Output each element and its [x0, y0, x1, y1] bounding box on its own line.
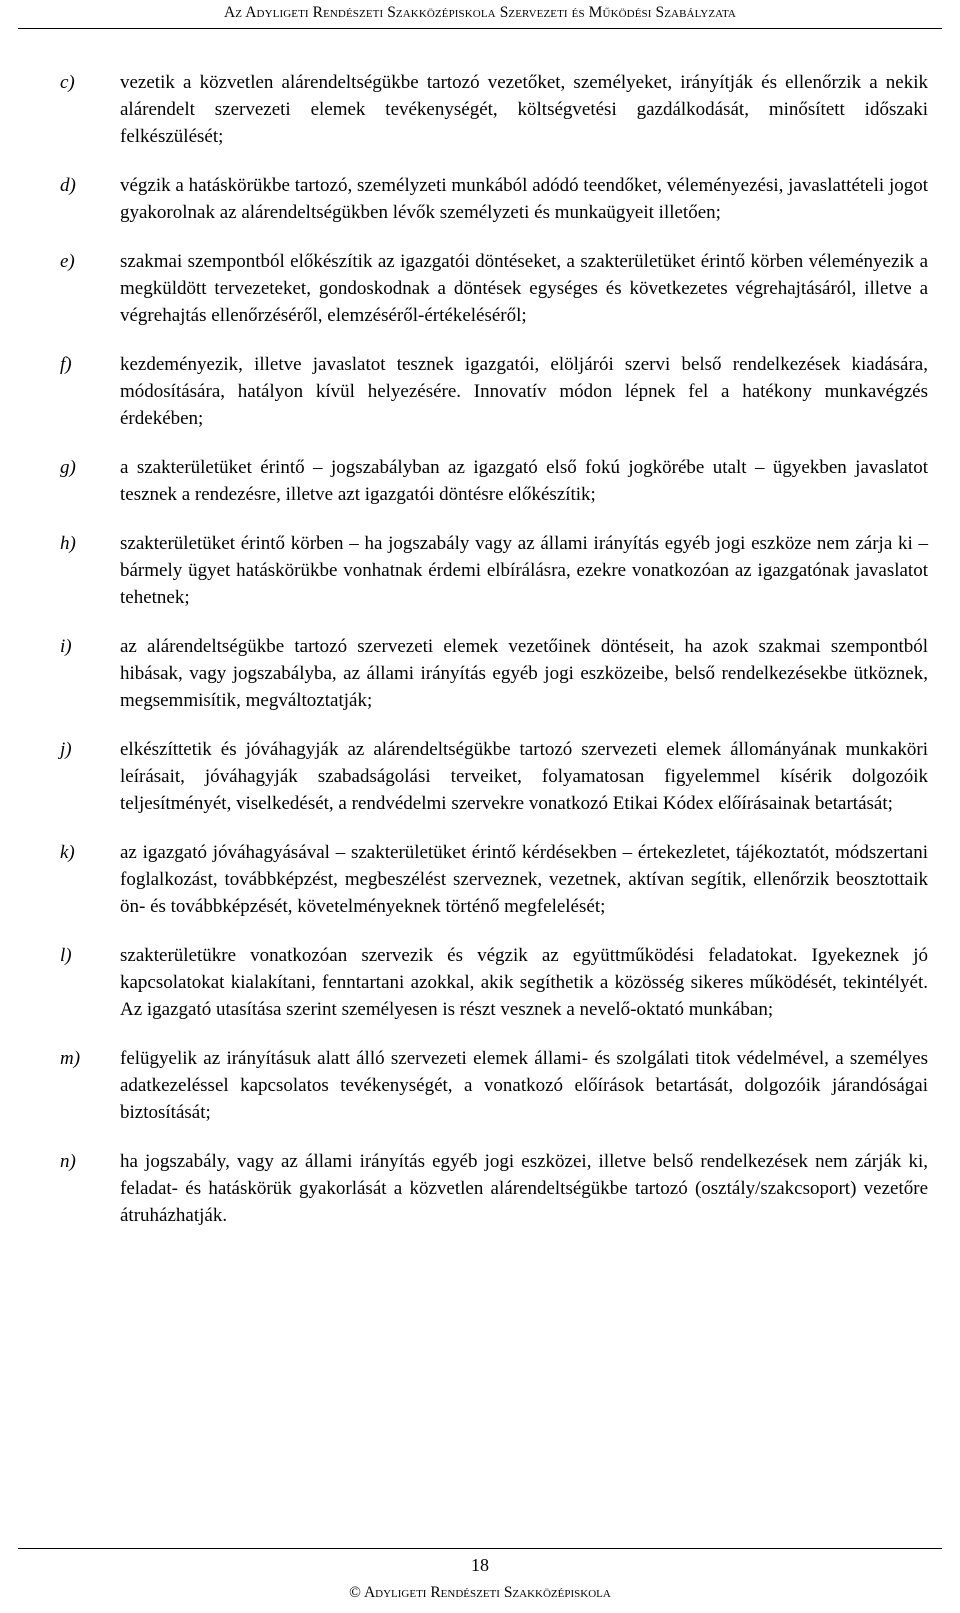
list-marker: l) — [60, 945, 72, 966]
list-item-text: az alárendeltségükbe tartozó szervezeti elemek vezetőinek döntéseit, ha azok szakmai szempontból hibásak, vagy jogszabályba, az állami irányítás egyéb jogi eszközeibe, belső rendelkezésekbe ütköznek, megsemmisítik, megváltoztatják; — [120, 636, 928, 711]
list-item-text: kezdeményezik, illetve javaslatot tesznek igazgatói, elöljárói szervi belső rendelkezések kiadására, módosítására, hatályon kívül helyezésére. Innovatív módon lépnek fel a hatékony munkavégzés érdekében; — [120, 354, 928, 429]
page-header: Az Adyligeti Rendészeti Szakközépiskola Szervezeti és Működési Szabályzata — [224, 4, 736, 21]
list-item-text: szakterületükre vonatkozóan szervezik és végzik az együttműködési feladatokat. Igyekeznek jó kapcsolatokat kialakítani, fenntartani azokkal, akik segíthetik a közösség sikeres működését, tekintélyét. Az igazgató utasítása szerint személyesen is részt vesznek a nevelő-oktató munkában; — [120, 945, 928, 1020]
list-item — [0, 942, 960, 1023]
page-footer: © Adyligeti Rendészeti Szakközépiskola — [349, 1584, 611, 1601]
list-item — [0, 839, 960, 920]
header-divider — [18, 28, 942, 29]
list-item-text: az igazgató jóváhagyásával – szakterületüket érintő kérdésekben – értekezletet, tájékoztatót, módszertani foglalkozást, továbbképzést, megbeszélést szerveznek, vezetnek, aktívan segítik, ellenőrzik beosztottaik ön- és továbbképzését, követelményeknek történő megfelelését; — [120, 842, 928, 917]
list-item-text: vezetik a közvetlen alárendeltségükbe tartozó vezetőket, személyeket, irányítják és ellenőrzik a nekik alárendelt szervezeti elemek tevékenységét, költségvetési gazdálkodását, minősített időszaki felkészülését; — [120, 72, 928, 147]
list-item — [0, 351, 960, 432]
list-marker: h) — [60, 533, 76, 554]
list-marker: m) — [60, 1048, 81, 1069]
list-item — [0, 454, 960, 508]
list-marker: f) — [60, 354, 72, 375]
list-item — [0, 633, 960, 714]
list-item — [0, 69, 960, 150]
list-marker: c) — [60, 72, 75, 93]
list-marker: g) — [60, 457, 76, 478]
list-item — [0, 172, 960, 226]
list-item-text: szakmai szempontból előkészítik az igazgatói döntéseket, a szakterületüket érintő körben véleményezik a megküldött tervezeteket, gondoskodnak a döntések egységes és következetes végrehajtásáról, illetve a végrehajtás ellenőrzéséről, elemzéséről-értékeléséről; — [120, 251, 928, 326]
responsibility-list — [0, 69, 960, 1251]
list-item-text: elkészíttetik és jóváhagyják az alárendeltségükbe tartozó szervezeti elemek állományának munkaköri leírásait, jóváhagyják szabadságolási terveiket, folyamatosan figyelemmel kísérik dolgozóik teljesítményét, viselkedését, a rendvédelmi szervekre vonatkozó Etikai Kódex előírásainak betartását; — [120, 739, 928, 814]
list-item-text: végzik a hatáskörükbe tartozó, személyzeti munkából adódó teendőket, véleményezési, javaslattételi jogot gyakorolnak az alárendeltségükben lévők személyzeti és munkaügyeit illetően; — [120, 175, 928, 223]
list-item — [0, 1148, 960, 1229]
footer-divider — [18, 1548, 942, 1549]
page-number: 18 — [471, 1555, 489, 1575]
list-item — [0, 248, 960, 329]
list-item — [0, 1045, 960, 1126]
list-marker: d) — [60, 175, 76, 196]
list-item-text: felügyelik az irányításuk alatt álló szervezeti elemek állami- és szolgálati titok védelmével, a személyes adatkezeléssel kapcsolatos tevékenységét, a vonatkozó előírások betartását, dolgozóik járandóságai biztosítását; — [120, 1048, 928, 1123]
list-marker: n) — [60, 1151, 76, 1172]
list-item — [0, 736, 960, 817]
list-marker: j) — [60, 739, 72, 760]
list-marker: e) — [60, 251, 75, 272]
list-item — [0, 530, 960, 611]
list-item-text: szakterületüket érintő körben – ha jogszabály vagy az állami irányítás egyéb jogi eszköze nem zárja ki – bármely ügyet hatáskörükbe vonhatnak érdemi elbírálásra, ezekre vonatkozóan az igazgatónak javaslatot tehetnek; — [120, 533, 928, 608]
list-marker: i) — [60, 636, 72, 657]
list-marker: k) — [60, 842, 75, 863]
list-item-text: ha jogszabály, vagy az állami irányítás egyéb jogi eszközei, illetve belső rendelkezések nem zárják ki, feladat- és hatáskörük gyakorlását a közvetlen alárendeltségükbe tartozó (osztály/szakcsoport) vezetőre átruházhatják. — [120, 1151, 928, 1226]
list-item-text: a szakterületüket érintő – jogszabályban az igazgató első fokú jogkörébe utalt – ügyekben javaslatot tesznek a rendezésre, illetve azt igazgatói döntésre előkészítik; — [120, 457, 928, 505]
